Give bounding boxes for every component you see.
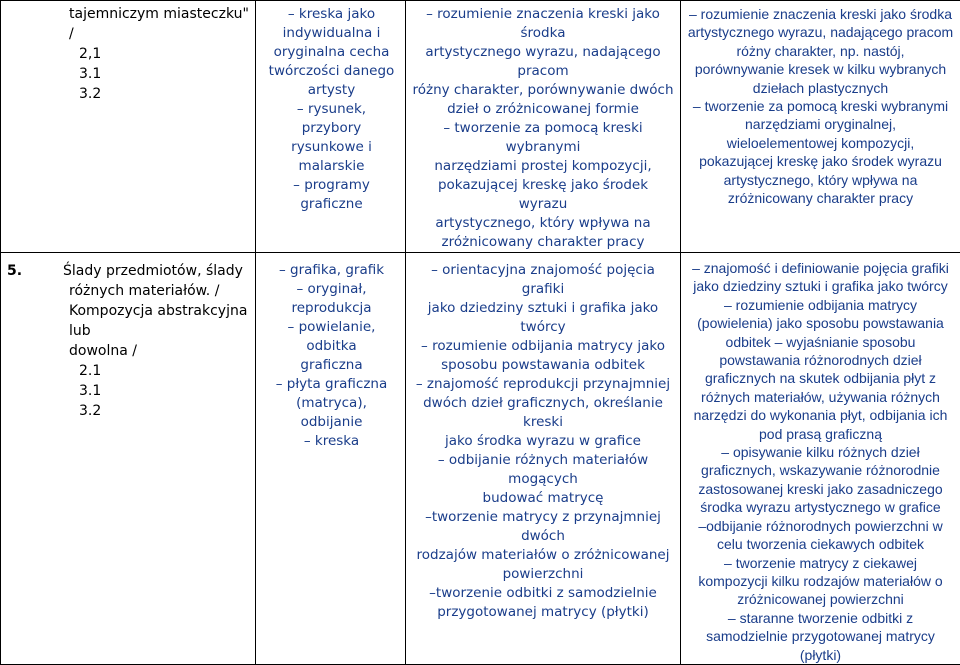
terms-cell xyxy=(256,1,406,253)
topic-cell xyxy=(1,1,256,253)
basic-requirements-cell xyxy=(406,253,681,665)
requirement-line: porównywanie kresek w kilku wybranych xyxy=(685,60,956,78)
table-row xyxy=(1,253,960,665)
requirement-line: wieloelementowej kompozycji, xyxy=(685,134,956,152)
requirement-line: artystycznego wyrazu, nadającego pracom xyxy=(685,23,956,41)
requirement-line: rodzajów materiałów o zróżnicowanej xyxy=(412,546,674,565)
requirement-line: – odbijanie różnych materiałów mogących xyxy=(412,451,674,489)
topic-line: Kompozycja abstrakcyjna lub xyxy=(7,301,251,341)
requirement-line: różny charakter, porównywanie dwóch xyxy=(412,81,674,100)
requirement-line: powierzchni xyxy=(412,565,674,584)
requirement-line: dzieł o zróżnicowanej formie xyxy=(412,100,674,119)
requirement-line: – rozumienie odbijania matrycy jako xyxy=(412,337,674,356)
requirement-line: –odbijanie różnorodnych powierzchni w xyxy=(685,517,956,535)
terms-line: – oryginał, xyxy=(268,280,395,299)
terms-line: twórczości danego xyxy=(268,62,395,81)
requirement-line: powstawania różnorodnych dzieł xyxy=(685,351,956,369)
terms-line: oryginalna cecha xyxy=(268,43,395,62)
terms-line: indywidualna i xyxy=(268,24,395,43)
terms-line: artysty xyxy=(268,81,395,100)
terms-line: – powielanie, odbitka xyxy=(268,318,395,356)
extended-requirements-cell xyxy=(681,1,960,253)
requirement-line: – opisywanie kilku różnych dzieł xyxy=(685,443,956,461)
topic-line: tajemniczym miasteczku" / xyxy=(7,4,251,44)
requirement-line: – tworzenie matrycy z ciekawej xyxy=(685,554,956,572)
terms-line: (matryca), odbijanie xyxy=(268,394,395,432)
requirement-line: zróżnicowany charakter pracy xyxy=(685,189,956,207)
requirement-line: (powielenia) jako sposobu powstawania xyxy=(685,314,956,332)
requirement-line: odbitek – wyjaśnianie sposobu xyxy=(685,333,956,351)
requirement-line: różny charakter, np. nastój, xyxy=(685,42,956,60)
requirement-line: zastosowanej kreski jako zasadniczego xyxy=(685,480,956,498)
terms-line: – programy graficzne xyxy=(268,176,395,214)
terms-line: graficzna xyxy=(268,356,395,375)
requirement-line: graficznych na skutek odbijania płyt z xyxy=(685,369,956,387)
terms-cell xyxy=(256,253,406,665)
requirement-line: sposobu powstawania odbitek xyxy=(412,356,674,375)
requirement-line: –tworzenie matrycy z przynajmniej dwóch xyxy=(412,508,674,546)
lesson-number: 5. xyxy=(7,261,63,281)
requirement-line: budować matrycę xyxy=(412,489,674,508)
requirement-line: dwóch dzieł graficznych, określanie kreski xyxy=(412,394,674,432)
terms-line: – grafika, grafik xyxy=(268,261,395,280)
basic-requirements-cell xyxy=(406,1,681,253)
requirement-line: – znajomość i definiowanie pojęcia grafiki xyxy=(685,259,956,277)
topic-line: 2,1 xyxy=(7,44,251,64)
extended-requirements-cell xyxy=(681,253,960,665)
topic-line: 3.1 xyxy=(7,64,251,84)
topic-cell xyxy=(1,253,256,665)
requirement-line: pod prasą graficzną xyxy=(685,425,956,443)
requirement-line: dziełach plastycznych xyxy=(685,79,956,97)
requirement-line: zróżnicowany charakter pracy xyxy=(412,233,674,252)
topic-line: 3.2 xyxy=(7,401,251,421)
requirement-line: różnych materiałów, używania różnych xyxy=(685,388,956,406)
requirement-line: celu tworzenia ciekawych odbitek xyxy=(685,535,956,553)
requirement-line: samodzielnie przygotowanej matrycy xyxy=(685,627,956,645)
requirement-line: jako dziedziny sztuki i grafika jako twórcy xyxy=(685,277,956,295)
topic-line: 3.1 xyxy=(7,381,251,401)
topic-line: 2.1 xyxy=(7,361,251,381)
requirement-line: –tworzenie odbitki z samodzielnie xyxy=(412,584,674,603)
requirement-line: jako środka wyrazu w grafice xyxy=(412,432,674,451)
requirement-line: zróżnicowanej powierzchni xyxy=(685,590,956,608)
terms-line: – kreska jako xyxy=(268,5,395,24)
requirement-line: graficznych, wskazywanie różnorodnie xyxy=(685,461,956,479)
table-row xyxy=(1,1,960,253)
requirement-line: – staranne tworzenie odbitki z xyxy=(685,609,956,627)
terms-line: rysunkowe i malarskie xyxy=(268,138,395,176)
requirement-line: – znajomość reprodukcji przynajmniej xyxy=(412,375,674,394)
requirement-line: przygotowanej matrycy (płytki) xyxy=(412,603,674,622)
requirement-line: – rozumienie znaczenia kreski jako środka xyxy=(685,5,956,23)
requirement-line: – orientacyjna znajomość pojęcia grafiki xyxy=(412,261,674,299)
requirement-line: – rozumienie znaczenia kreski jako środka xyxy=(412,5,674,43)
topic-line: 5. Ślady przedmiotów, ślady xyxy=(7,261,251,281)
requirement-line: – tworzenie za pomocą kreski wybranymi xyxy=(412,119,674,157)
requirement-line: kompozycji kilku rodzajów materiałów o xyxy=(685,572,956,590)
terms-line: – rysunek, przybory xyxy=(268,100,395,138)
topic-line: różnych materiałów. / xyxy=(7,281,251,301)
topic-line: 3.2 xyxy=(7,84,251,104)
terms-line: – kreska xyxy=(268,432,395,451)
requirement-line: (płytki) xyxy=(685,646,956,664)
requirement-line: pokazującej kreskę jako środek wyrazu xyxy=(685,152,956,170)
requirement-line: narzędziami oryginalnej, xyxy=(685,115,956,133)
requirement-line: pokazującej kreskę jako środek wyrazu xyxy=(412,176,674,214)
topic-line: dowolna / xyxy=(7,341,251,361)
terms-line: reprodukcja xyxy=(268,299,395,318)
requirement-line: artystycznego, który wpływa na xyxy=(685,171,956,189)
requirement-line: środka wyrazu artystycznego w grafice xyxy=(685,498,956,516)
requirement-line: artystycznego, który wpływa na xyxy=(412,214,674,233)
requirement-line: artystycznego wyrazu, nadającego pracom xyxy=(412,43,674,81)
requirement-line: narzędzi do wykonania płyt, odbijania ich xyxy=(685,406,956,424)
terms-line: – płyta graficzna xyxy=(268,375,395,394)
requirement-line: – rozumienie odbijania matrycy xyxy=(685,296,956,314)
requirement-line: narzędziami prostej kompozycji, xyxy=(412,157,674,176)
requirement-line: jako dziedziny sztuki i grafika jako twórcy xyxy=(412,299,674,337)
requirement-line: – tworzenie za pomocą kreski wybranymi xyxy=(685,97,956,115)
